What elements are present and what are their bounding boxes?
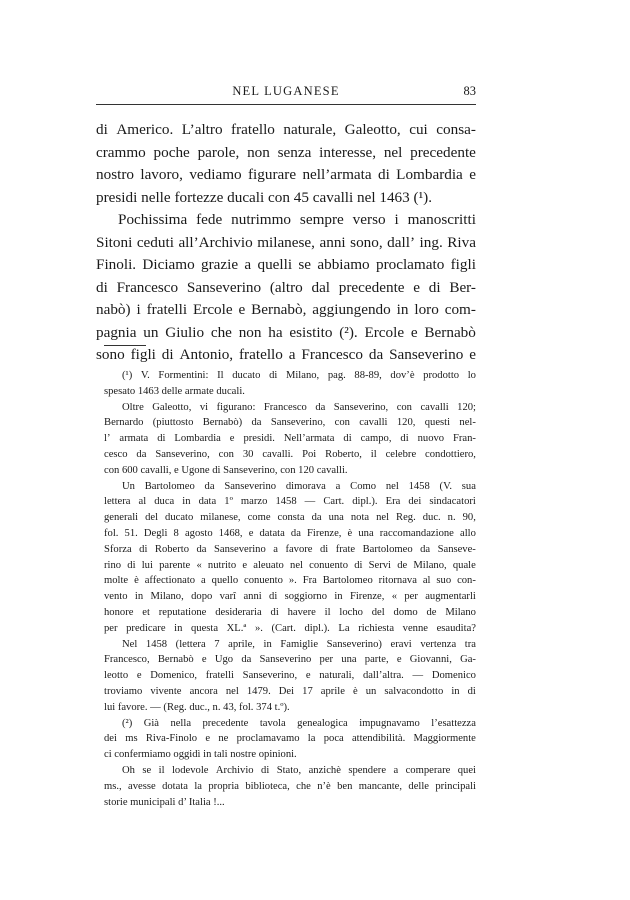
footnote-line: (¹) V. Formentini: Il ducato di Milano, pag. 88-89, dov’è prodotto lo xyxy=(122,370,476,381)
footnote-line: vento in Milano, dopo varî anni di soggiorno in Firenze, « per augmentarli xyxy=(104,591,476,603)
body-line: presidi nelle fortezze ducali con 45 cavalli nel 1463 (¹). xyxy=(96,188,433,206)
footnote-line: (²) Già nella precedente tavola genealogica impugnavamo l’esattezza xyxy=(122,717,476,729)
footnote-line: leotto e Domenico, fratelli Sanseverino, e naturali, dall’altra. — Domenico xyxy=(104,670,476,682)
footnote-line: Oh se il lodevole Archivio di Stato, anzichè spendere a comperare quei xyxy=(122,764,476,776)
footnote-line: ci confermiamo oggidì in tali nostre opinioni. xyxy=(104,749,297,761)
header-rule xyxy=(96,104,476,105)
footnote-line: Bernardo (piuttosto Bernabò) da Sanseverino, con cavalli 120, questi nel- xyxy=(104,417,476,429)
footnotes xyxy=(104,368,476,810)
footnote-line: fol. 51. Degli 8 agosto 1468, e datata da Firenze, è una raccomandazione allo xyxy=(104,527,476,539)
body-line: pagnia un Giulio che non ha esistito (²). Ercole e Bernabò xyxy=(96,323,476,341)
footnote-separator xyxy=(104,345,146,346)
footnote-line: generali del ducato milanese, come consta da una nota nel Reg. duc. n. 90, xyxy=(104,512,476,524)
body-line: Finoli. Diciamo grazie a quelli se abbiamo proclamato figli xyxy=(96,256,476,273)
body-line: di Francesco Sanseverino (altro dal precedente e di Ber- xyxy=(96,278,476,296)
body-line: di Americo. L’altro fratello naturale, Galeotto, cui consa- xyxy=(96,121,476,138)
footnote-line: lui favore. — (Reg. duc., n. 43, fol. 374 t.º). xyxy=(104,701,290,713)
footnote-line: con 600 cavalli, e Ugone di Sanseverino, con 120 cavalli. xyxy=(104,464,348,476)
footnote-line: Nel 1458 (lettera 7 aprile, in Famiglie Sanseverino) eravi vertenza tra xyxy=(122,638,476,650)
footnote-line: l’ armata di Lombardia e presidi. Nell’armata di campo, di nuovo Fran- xyxy=(104,433,476,445)
body-line: nostro lavoro, vediamo figurare nell’armata di Lombardia e xyxy=(96,166,476,183)
footnote-line: Oltre Galeotto, vi figurano: Francesco da Sanseverino, con cavalli 120; xyxy=(122,401,476,413)
footnote-line: ms., avesse dotata la propria biblioteca, che n’è ben mancante, delle principali xyxy=(104,780,476,792)
body-line: Sitoni ceduti all’Archivio milanese, anni sono, dall’ ing. Riva xyxy=(96,233,476,251)
page-header xyxy=(96,84,476,104)
footnote-line: storie municipali d’ Italia !... xyxy=(104,796,225,808)
running-title: NEL LUGANESE xyxy=(232,84,340,98)
footnote-line: per predicare in questa XL.ª ». (Cart. dipl.). La richiesta venne esaudita? xyxy=(104,622,476,634)
footnote-line: cesco da Sanseverino, con 30 cavalli. Poi Roberto, il celebre condottiero, xyxy=(104,448,476,460)
footnote-line: honore et reputatione desideraria di havere il locho del domo de Milano xyxy=(104,606,476,618)
footnote-line: lettera al duca in data 1º marzo 1458 — Cart. dipl.). Era dei sindacatori xyxy=(104,496,476,508)
body-line: crammo poche parole, non senza interesse, nel precedente xyxy=(96,143,476,161)
main-text xyxy=(96,119,476,367)
footnote-line: troviamo vivente ancora nel 1479. Dei 17 aprile è un salvacondotto in di xyxy=(104,685,476,697)
body-line: Pochissima fede nutrimmo sempre verso i manoscritti xyxy=(118,211,476,228)
body-line: sono figli di Antonio, fratello a Francesco da Sanseverino e xyxy=(96,346,476,363)
footnote-line: dei ms Riva-Finolo e ne proclamavamo la poca attendibilità. Maggiormente xyxy=(104,733,476,745)
footnote-line: spesato 1463 delle armate ducali. xyxy=(104,385,245,397)
page-number: 83 xyxy=(463,84,476,98)
footnote-line: rino di lui parente « nutrito e aleuato nel conuento di Servi de Milano, quale xyxy=(104,559,476,571)
body-line: nabò) i fratelli Ercole e Bernabò, aggiungendo in loro com- xyxy=(96,301,476,318)
footnote-line: Un Bartolomeo da Sanseverino dimorava a Como nel 1458 (V. sua xyxy=(122,480,476,492)
footnote-line: Sforza di Roberto da Sanseverino a favore di frate Bartolomeo da Sanseve- xyxy=(104,543,476,555)
footnote-line: molte è affectionato a quello conuento ». Fra Bartolomeo ritornava al suo con- xyxy=(104,575,476,587)
footnote-line: Francesco, Bernabò e Ugo da Sanseverino per una parte, e Giovanni, Ga- xyxy=(104,654,476,666)
